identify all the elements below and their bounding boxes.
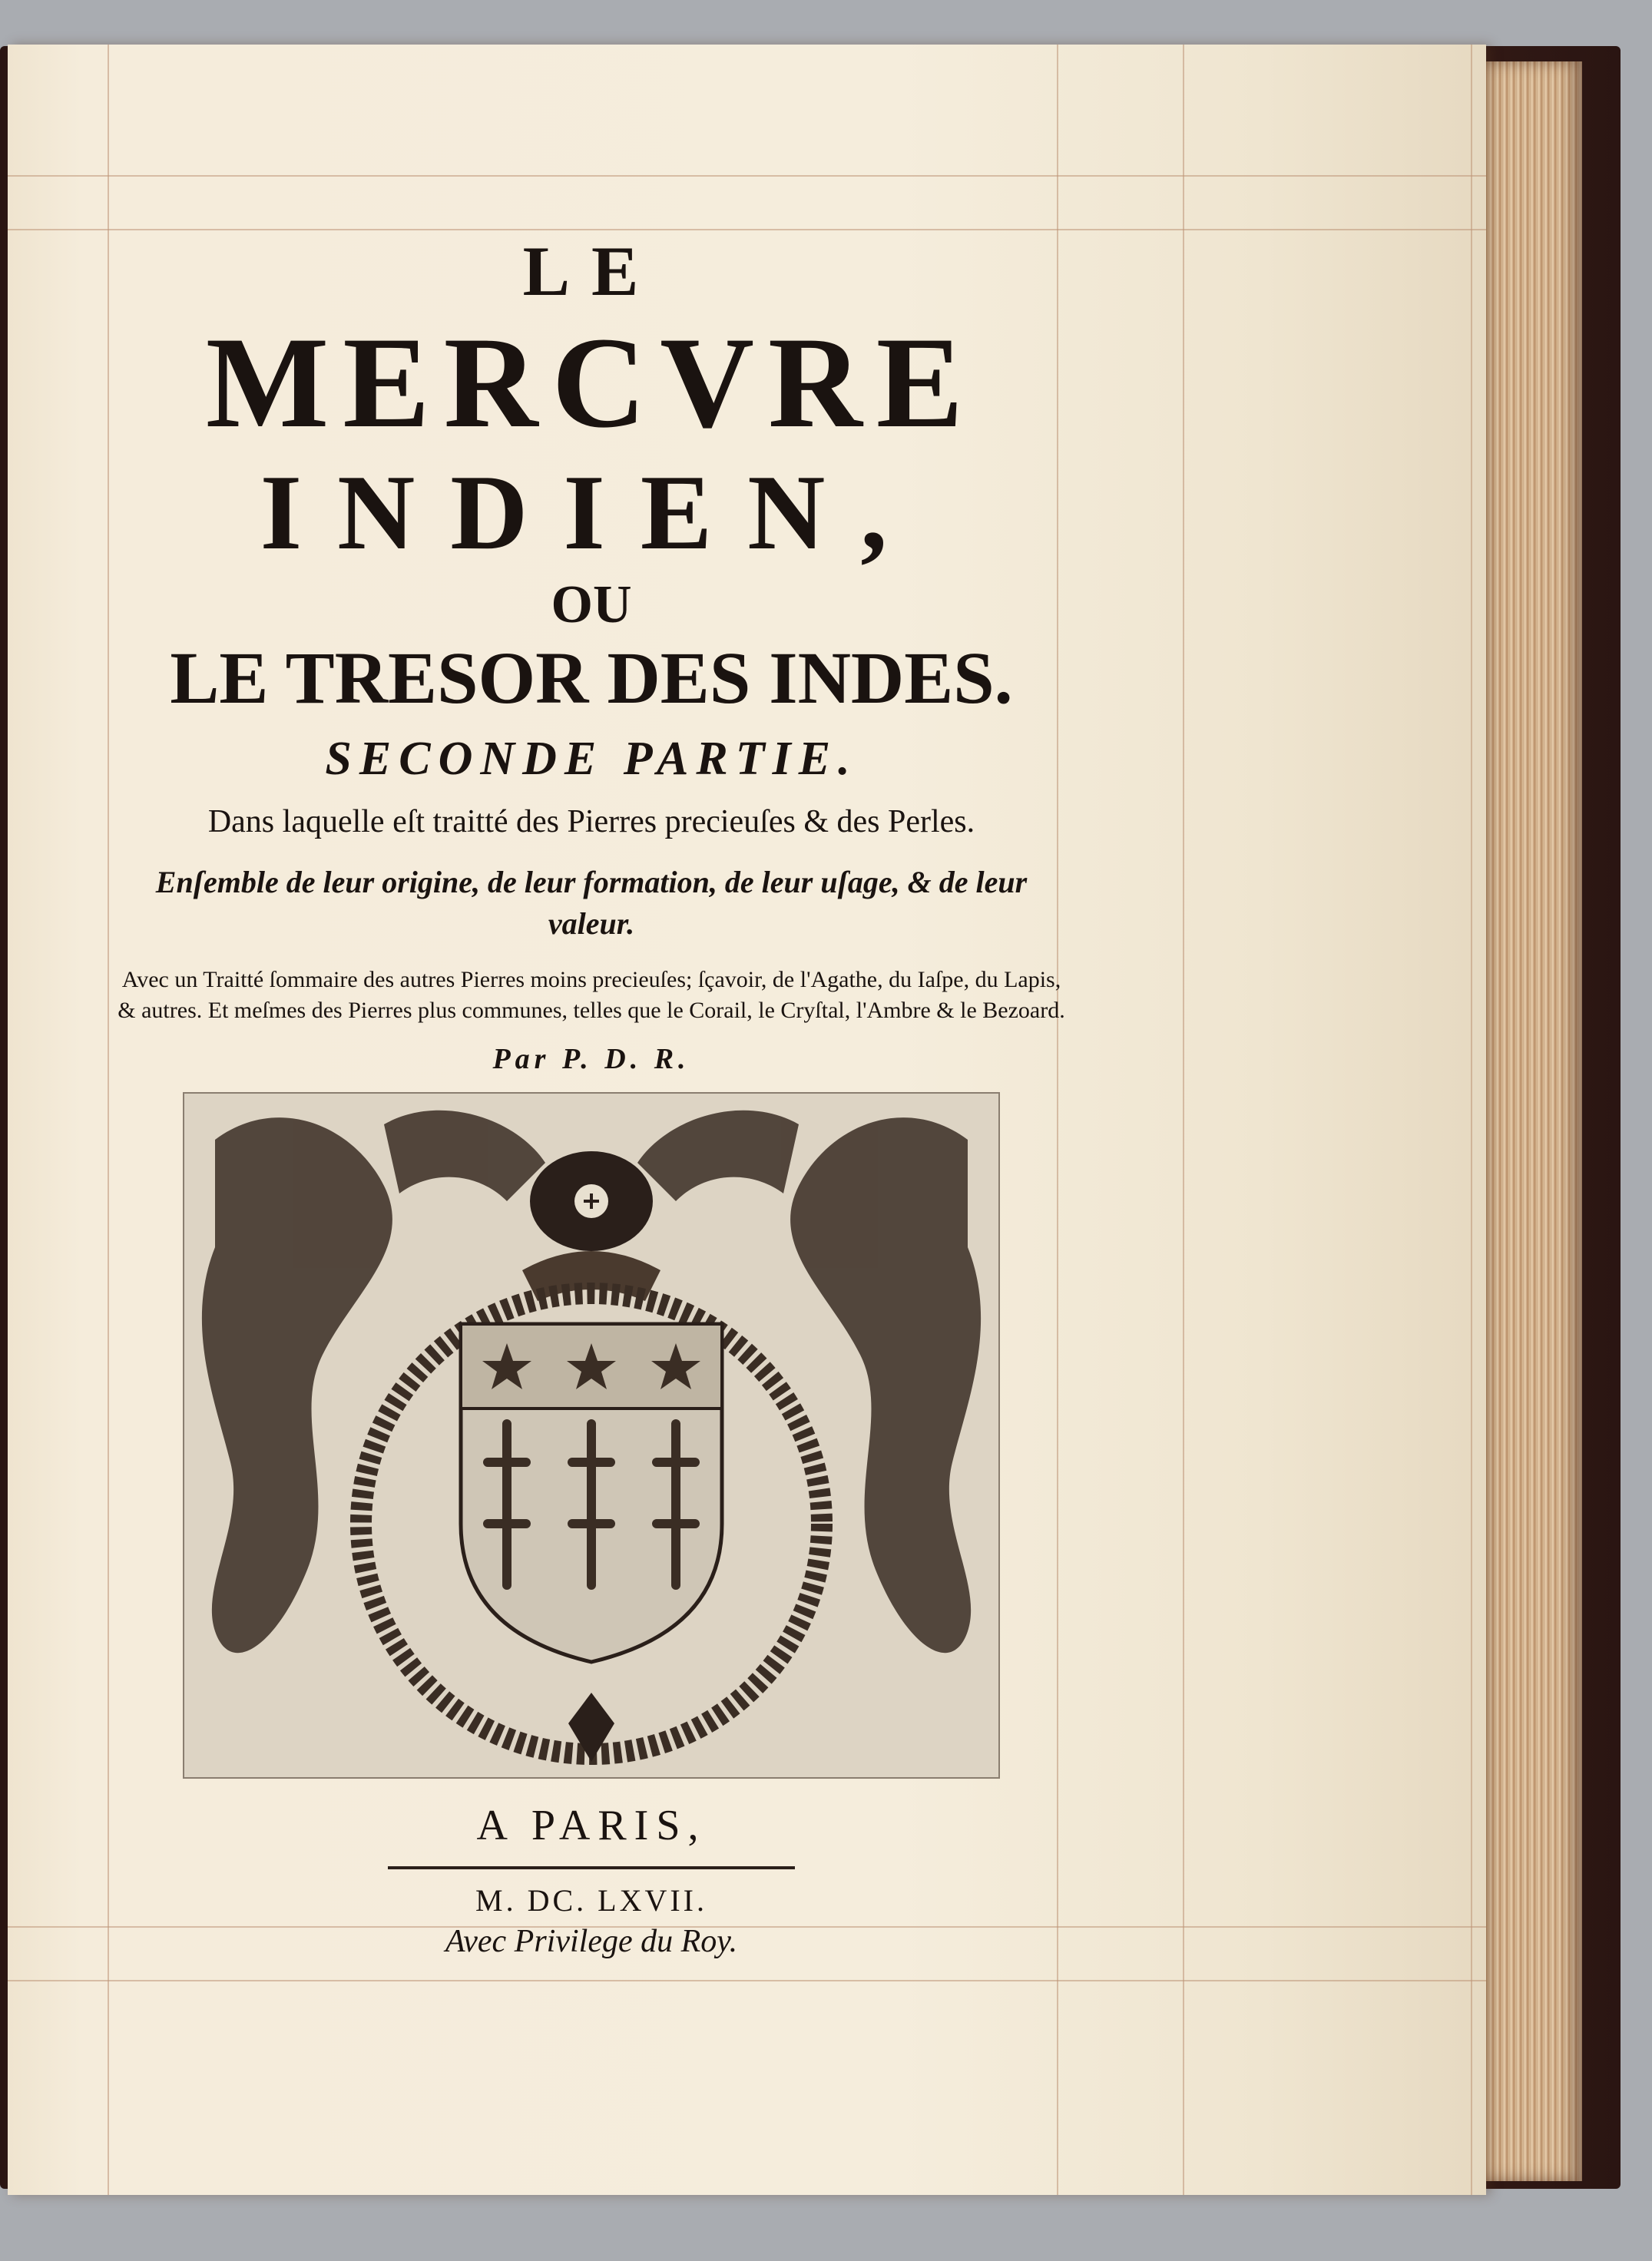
ruled-line-horizontal	[8, 1980, 1486, 1981]
ruled-line-horizontal	[8, 175, 1486, 177]
subtitle-seconde-partie: SECONDE PARTIE.	[325, 733, 858, 785]
ruled-line-vertical	[1471, 45, 1472, 2195]
title-line-tresor: LE TRESOR DES INDES.	[170, 637, 1013, 719]
description-avec: Avec un Traitté ſommaire des autres Pierres moins precieuſes; ſçavoir, de l'Agathe, du Iaſpe, du Lapis, & autres. Et meſmes des Pierres plus communes, telles que le Corail, le Cryſtal, l'Ambre & le Bezoard.	[118, 967, 1065, 1023]
ruled-line-vertical	[1183, 45, 1184, 2195]
imprint-privilege: Avec Privilege du Roy.	[445, 1924, 738, 1959]
author-line: Par P. D. R.	[492, 1043, 690, 1075]
ruled-line-vertical	[108, 45, 109, 2195]
imprint-rule	[388, 1866, 795, 1869]
coat-of-arms-engraving	[183, 1092, 1000, 1779]
page-edges	[1475, 61, 1582, 2181]
title-line-ou: OU	[551, 575, 632, 634]
title-block	[115, 229, 1068, 1961]
title-line-indien: INDIEN,	[260, 453, 923, 572]
title-line-le: LE	[522, 232, 660, 310]
imprint-date: M. DC. LXVII.	[475, 1883, 707, 1918]
description-ensemble: Enſemble de leur origine, de leur formation, de leur uſage, & de leur valeur.	[155, 865, 1028, 941]
title-page	[8, 45, 1486, 2195]
imprint-place: A PARIS,	[476, 1802, 707, 1849]
description-dans: Dans laquelle eſt traitté des Pierres precieuſes & des Perles.	[207, 804, 975, 839]
title-line-mercure: MERCVRE	[205, 310, 978, 455]
